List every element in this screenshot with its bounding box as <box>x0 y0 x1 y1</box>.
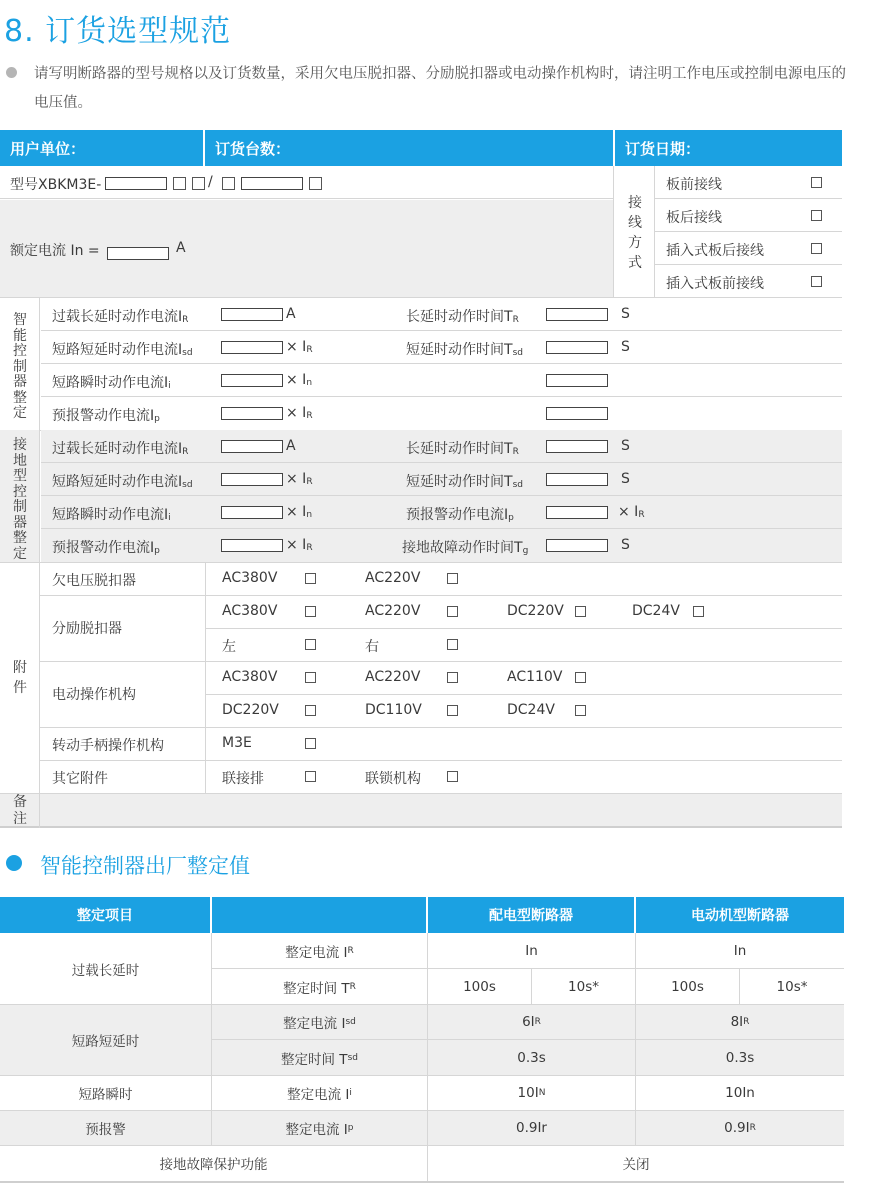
setting-unit: × $I_n$ <box>286 372 313 388</box>
setting-time-label: 整定时间 T R <box>283 980 356 997</box>
setting-input[interactable] <box>221 473 283 486</box>
order-form <box>0 130 842 830</box>
setting-label: 短路瞬时动作电流$I_i$ <box>52 507 171 523</box>
setting-input[interactable] <box>546 407 608 420</box>
short-delay-label: 短路短延时 <box>71 1033 140 1050</box>
overload-motor-time-100: 100s <box>671 978 704 995</box>
setting-label: 短延时动作时间$T_{sd}$ <box>406 342 523 358</box>
wiring-label: 接 线 方 式 <box>628 195 642 271</box>
setting-label: 预报警动作电流$I_p$ <box>52 540 160 556</box>
remark-row <box>0 794 842 828</box>
setting-input[interactable] <box>546 539 608 552</box>
instantaneous-motor-current: 10In <box>725 1084 755 1101</box>
setting-current-label: 整定电流 I R <box>285 944 354 961</box>
ground-setting-row <box>41 463 842 496</box>
model-input-1[interactable] <box>105 177 167 190</box>
other-busbar-checkbox[interactable] <box>305 771 316 782</box>
setting-current-label: 整定电流 I i <box>287 1086 352 1103</box>
remark-label: 备 注 <box>13 794 27 827</box>
ground-fault-label: 接地故障保护功能 <box>159 1157 268 1173</box>
setting-unit: A <box>286 306 296 322</box>
smart-setting-row <box>41 298 842 331</box>
model-checkbox-2[interactable] <box>192 177 205 190</box>
ground-setting-row <box>41 496 842 529</box>
setting-label: 短延时动作时间$T_{sd}$ <box>406 474 523 490</box>
setting-current-label: 整定电流 I sd <box>283 1015 356 1032</box>
alarm-label: 预报警 <box>85 1121 126 1138</box>
setting-input[interactable] <box>546 506 608 519</box>
alarm-dist-current: 0.9Ir <box>515 1119 547 1136</box>
smart-setting-row <box>41 331 842 364</box>
smart-controller-rows <box>0 298 842 430</box>
setting-unit: S <box>621 537 630 553</box>
setting-input[interactable] <box>221 506 283 519</box>
order-date-header: 订货日期： <box>615 130 842 166</box>
model-row <box>0 166 613 199</box>
model-checkbox-4[interactable] <box>309 177 322 190</box>
overload-dist-time-100: 100s <box>463 978 496 995</box>
setting-unit: × $I_R$ <box>286 405 313 421</box>
motor-ac380-checkbox[interactable] <box>305 672 316 683</box>
shunt-left-checkbox[interactable] <box>305 639 316 650</box>
setting-input[interactable] <box>221 341 283 354</box>
wiring-option[interactable]: 插入式板后接线 <box>655 232 842 265</box>
smart-setting-row <box>41 397 842 430</box>
setting-input[interactable] <box>546 374 608 387</box>
factory-settings-title: 智能控制器出厂整定值 <box>40 854 250 878</box>
model-slash: / <box>208 174 213 190</box>
col-header-blank <box>212 897 426 933</box>
setting-label: 短路短延时动作电流$I_{sd}$ <box>52 474 193 490</box>
rated-current-unit: A <box>176 240 186 256</box>
motor-ac110-checkbox[interactable] <box>575 672 586 683</box>
setting-label: 预报警动作电流$I_p$ <box>52 408 160 424</box>
other-label: 其它附件 <box>52 771 108 787</box>
setting-unit: × $I_R$ <box>286 471 313 487</box>
setting-unit: A <box>286 438 296 454</box>
setting-input[interactable] <box>221 308 283 321</box>
setting-label: 接地故障动作时间$T_g$ <box>402 540 529 556</box>
overload-motor-current: In <box>733 942 747 959</box>
model-input-2[interactable] <box>241 177 303 190</box>
smart-setting-row <box>41 364 842 397</box>
undervoltage-label: 欠电压脱扣器 <box>52 573 136 589</box>
wiring-option[interactable]: 板前接线 <box>655 166 842 199</box>
shunt-ac220-checkbox[interactable] <box>447 606 458 617</box>
setting-unit: S <box>621 306 630 322</box>
motor-label: 电动操作机构 <box>52 687 136 703</box>
setting-label: 预报警动作电流$I_p$ <box>406 507 514 523</box>
instantaneous-label: 短路瞬时 <box>78 1086 133 1103</box>
col-header-item: 整定项目 <box>0 897 210 933</box>
wiring-checkbox[interactable] <box>811 276 822 287</box>
shunt-right-checkbox[interactable] <box>447 639 458 650</box>
ground-setting-row <box>41 529 842 562</box>
ground-section-label: 接 地 型 控 制 器 整 定 <box>13 437 27 562</box>
setting-unit: S <box>621 339 630 355</box>
setting-input[interactable] <box>221 539 283 552</box>
wiring-option[interactable]: 板后接线 <box>655 199 842 232</box>
model-prefix: 型号XBKM3E- <box>10 177 102 193</box>
bullet-icon <box>6 67 17 78</box>
wiring-checkbox[interactable] <box>811 243 822 254</box>
setting-unit: S <box>621 471 630 487</box>
setting-input[interactable] <box>546 308 608 321</box>
setting-unit: × $I_R$ <box>286 537 313 553</box>
accessories-section: 附 件 欠电压脱扣器 AC380V AC220V 分励脱扣器 AC380V AC220V DC220V DC24V 左 右 电动操作机构 AC380V AC220V AC110V DC220V DC110V DC24V 转动手柄操作机构 M3E 其它附件 联接排 联锁机构 <box>0 562 842 793</box>
setting-unit: × $I_R$ <box>618 504 645 520</box>
motor-dc220-checkbox[interactable] <box>305 705 316 716</box>
ground-controller-rows <box>0 430 842 562</box>
handle-label: 转动手柄操作机构 <box>52 738 164 754</box>
setting-label: 短路短延时动作电流$I_{sd}$ <box>52 342 193 358</box>
setting-label: 过载长延时动作电流$I_R$ <box>52 309 189 325</box>
setting-label: 过载长延时动作电流$I_R$ <box>52 441 189 457</box>
wiring-option[interactable]: 插入式板前接线 <box>655 265 842 297</box>
user-unit-header: 用户单位： <box>0 130 203 166</box>
setting-input[interactable] <box>546 473 608 486</box>
setting-input[interactable] <box>221 407 283 420</box>
short-delay-motor-current: 8I R <box>730 1013 750 1030</box>
setting-label: 长延时动作时间$T_R$ <box>406 309 519 325</box>
setting-unit: × $I_n$ <box>286 504 313 520</box>
factory-settings-table <box>0 897 844 1183</box>
wiring-checkbox[interactable] <box>811 177 822 188</box>
setting-unit: × $I_R$ <box>286 339 313 355</box>
setting-input[interactable] <box>546 440 608 453</box>
rated-current-label: 额定电流 In = <box>10 243 100 259</box>
shunt-ac380-checkbox[interactable] <box>305 606 316 617</box>
motor-ac220-checkbox[interactable] <box>447 672 458 683</box>
shunt-dc220-checkbox[interactable] <box>575 606 586 617</box>
short-delay-motor-time: 0.3s <box>725 1049 755 1066</box>
rated-current-row <box>0 200 613 297</box>
ground-fault-value: 关闭 <box>622 1157 650 1173</box>
col-header-distribution: 配电型断路器 <box>428 897 634 933</box>
shunt-dc24-checkbox[interactable] <box>693 606 704 617</box>
smart-section-label: 智 能 控 制 器 整 定 <box>13 312 27 421</box>
instantaneous-dist-current: 10I N <box>517 1084 546 1101</box>
order-qty-header: 订货台数： <box>205 130 613 166</box>
setting-label: 长延时动作时间$T_R$ <box>406 441 519 457</box>
short-delay-dist-time: 0.3s <box>517 1049 546 1066</box>
col-header-motor: 电动机型断路器 <box>636 897 844 933</box>
setting-label: 短路瞬时动作电流$I_i$ <box>52 375 171 391</box>
overload-dist-current: In <box>525 942 538 959</box>
overload-dist-time-10: 10s* <box>568 978 599 995</box>
setting-input[interactable] <box>221 440 283 453</box>
accessories-label: 附 件 <box>13 660 27 696</box>
undervoltage-ac380-checkbox[interactable] <box>305 573 316 584</box>
handle-m3e-checkbox[interactable] <box>305 738 316 749</box>
section-bullet-icon <box>6 855 22 871</box>
undervoltage-ac220-checkbox[interactable] <box>447 573 458 584</box>
wiring-checkbox[interactable] <box>811 210 822 221</box>
overload-motor-time-10: 10s* <box>776 978 808 995</box>
setting-input[interactable] <box>546 341 608 354</box>
setting-input[interactable] <box>221 374 283 387</box>
wiring-block <box>615 166 842 297</box>
page-title: 8. 订货选型规范 <box>4 14 232 49</box>
order-note: 请写明断路器的型号规格以及订货数量，采用欠电压脱扣器、分励脱扣器或电动操作机构时，请注明工作电压或控制电源电压的电压值。 <box>34 66 846 111</box>
other-interlock-checkbox[interactable] <box>447 771 458 782</box>
alarm-motor-current: 0.9I R <box>724 1119 756 1136</box>
setting-time-label: 整定时间 T sd <box>281 1051 358 1068</box>
ground-setting-row <box>41 430 842 463</box>
setting-current-label: 整定电流 I p <box>285 1121 354 1138</box>
setting-unit: S <box>621 438 630 454</box>
rated-current-input[interactable] <box>107 247 169 260</box>
overload-label: 过载长延时 <box>71 962 140 979</box>
shunt-label: 分励脱扣器 <box>52 621 122 637</box>
motor-dc110-checkbox[interactable] <box>447 705 458 716</box>
short-delay-dist-current: 6I R <box>522 1013 541 1030</box>
motor-dc24-checkbox[interactable] <box>575 705 586 716</box>
model-checkbox-1[interactable] <box>173 177 186 190</box>
model-checkbox-3[interactable] <box>222 177 235 190</box>
